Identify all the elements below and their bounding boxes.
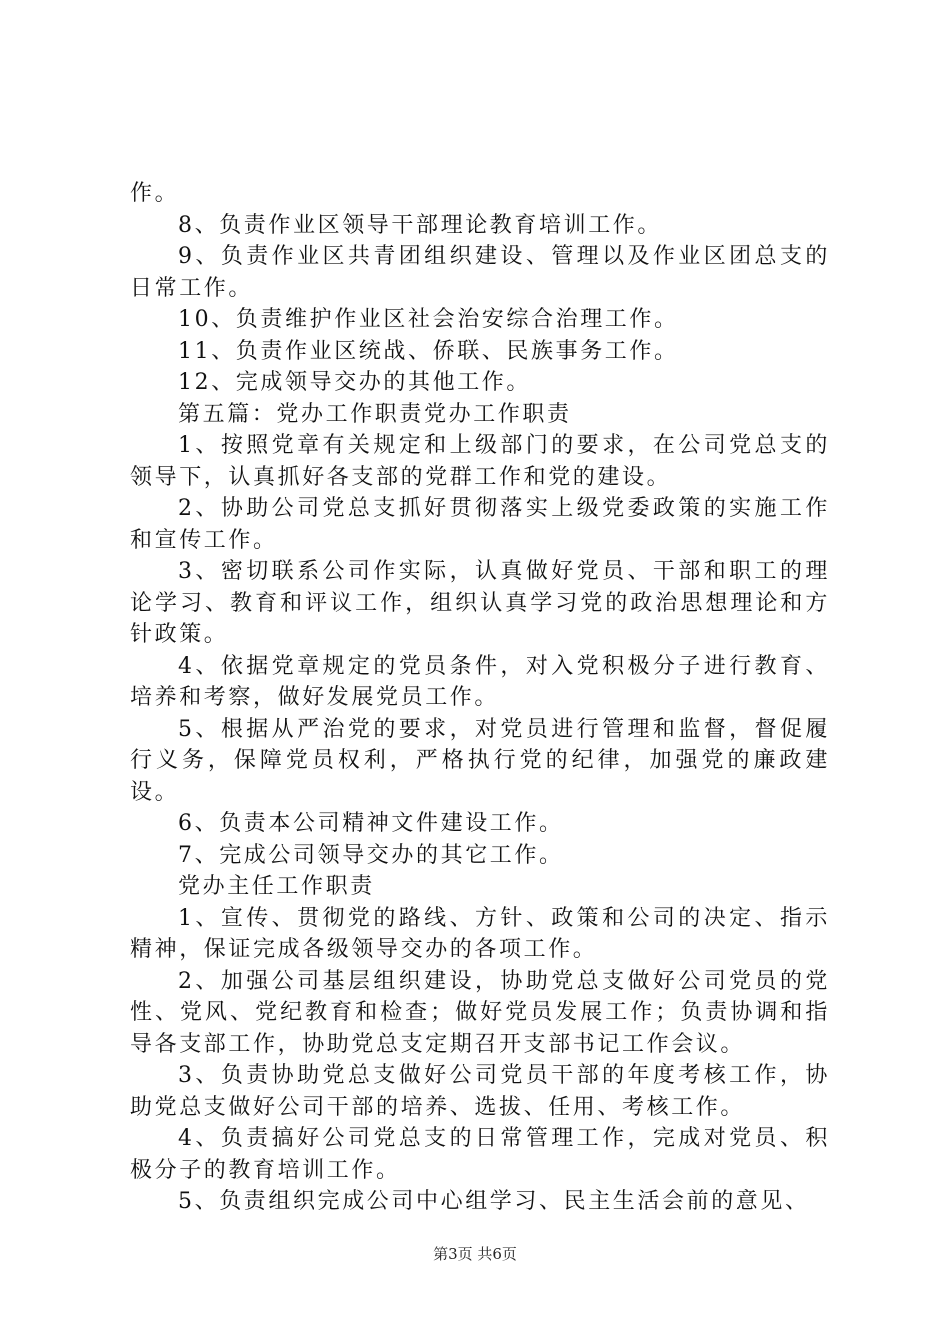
paragraph: 1、按照党章有关规定和上级部门的要求，在公司党总支的领导下，认真抓好各支部的党群工作和党的建设。 <box>130 433 830 490</box>
paragraph: 作。 <box>130 181 180 206</box>
paragraph: 5、根据从严治党的要求，对党员进行管理和监督，督促履行义务，保障党员权利，严格执行党的纪律，加强党的廉政建设。 <box>130 716 830 805</box>
paragraph: 7、完成公司领导交办的其它工作。 <box>178 842 564 868</box>
paragraph: 12、完成领导交办的其他工作。 <box>178 370 531 395</box>
paragraph: 3、密切联系公司作实际，认真做好党员、干部和职工的理论学习、教育和评议工作，组织认真学习党的政治思想理论和方针政策。 <box>130 559 830 647</box>
paragraph: 9、负责作业区共青团组织建设、管理以及作业区团总支的日常工作。 <box>130 244 830 301</box>
paragraph: 5、负责组织完成公司中心组学习、民主生活会前的意见、 <box>178 1189 810 1214</box>
paragraph: 2、加强公司基层组织建设，协助党总支做好公司党员的党性、党风、党纪教育和检查；做好党员发展工作；负责协调和指导各支部工作，协助党总支定期召开支部书记工作会议。 <box>130 968 830 1057</box>
paragraph: 3、负责协助党总支做好公司党员干部的年度考核工作，协助党总支做好公司干部的培养、选拔、任用、考核工作。 <box>130 1063 830 1120</box>
paragraph: 2、协助公司党总支抓好贯彻落实上级党委政策的实施工作和宣传工作。 <box>130 496 830 553</box>
paragraph: 1、宣传、贯彻党的路线、方针、政策和公司的决定、指示精神，保证完成各级领导交办的各项工作。 <box>130 905 830 962</box>
paragraph: 4、负责搞好公司党总支的日常管理工作，完成对党员、积极分子的教育培训工作。 <box>130 1126 830 1183</box>
document-body <box>130 178 830 1218</box>
paragraph: 党办主任工作职责 <box>178 874 375 899</box>
paragraph: 第五篇：党办工作职责党办工作职责 <box>178 401 572 427</box>
paragraph: 6、负责本公司精神文件建设工作。 <box>178 811 564 836</box>
paragraph: 4、依据党章规定的党员条件，对入党积极分子进行教育、培养和考察，做好发展党员工作。 <box>130 653 830 710</box>
paragraph: 8、负责作业区领导干部理论教育培训工作。 <box>178 212 662 238</box>
paragraph: 10、负责维护作业区社会治安综合治理工作。 <box>178 307 679 332</box>
paragraph: 11、负责作业区统战、侨联、民族事务工作。 <box>178 338 679 364</box>
page-footer: 第3页 共6页 <box>433 1245 517 1263</box>
